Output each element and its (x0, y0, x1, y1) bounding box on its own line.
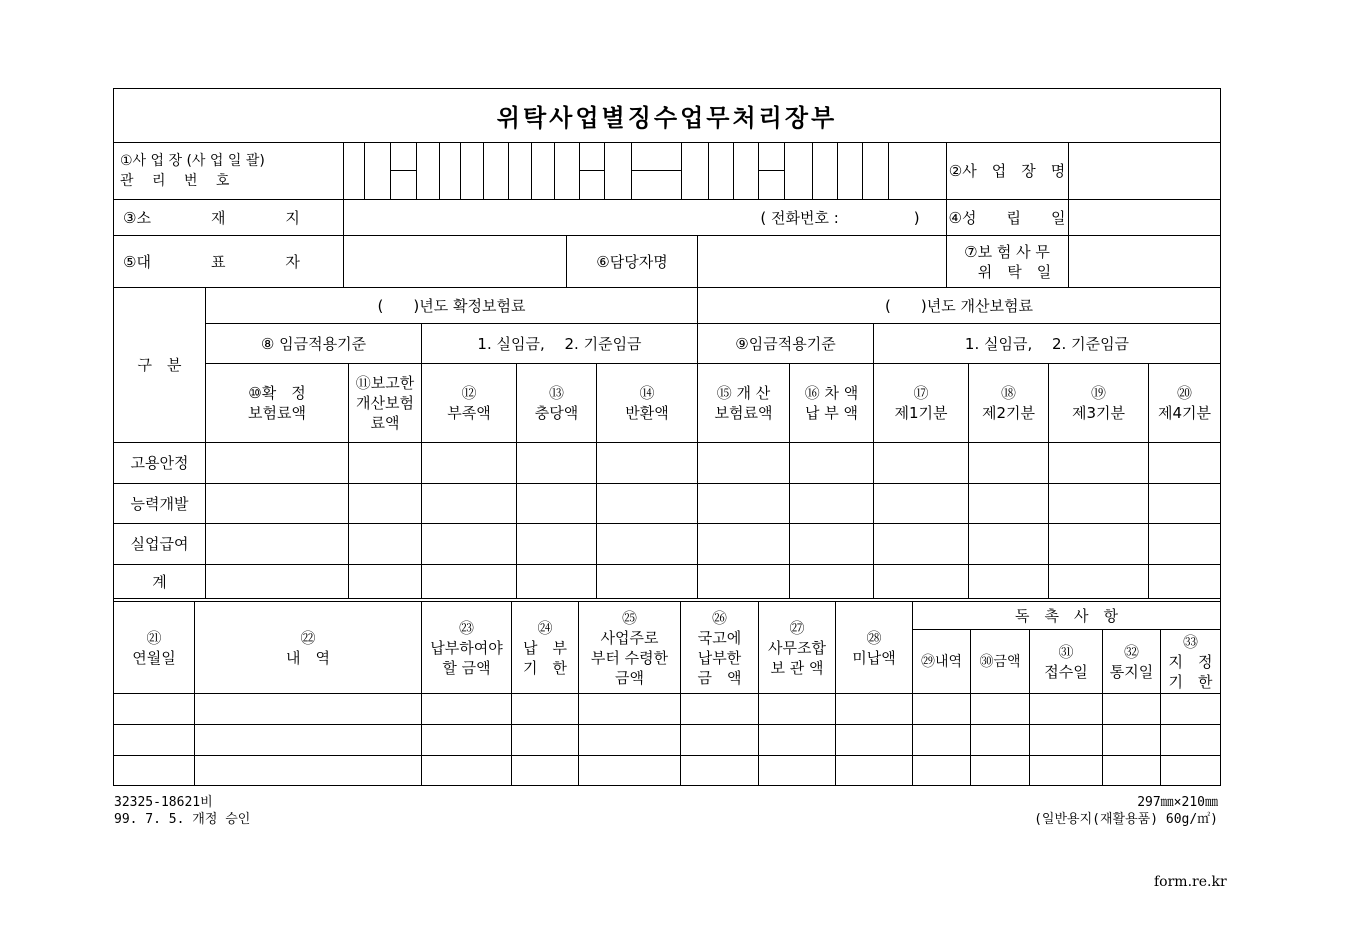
col-paid-to-treasury: ㉖ 국고에 납부한 금 액 (697, 608, 742, 687)
paper-type: (일반용지(재활용품) 60g/㎡) (1034, 812, 1218, 827)
confirmed-premium-header: ( )년도 확정보험료 (377, 296, 526, 315)
business-name-label: ②사 업 장 명 (948, 162, 1066, 180)
site-watermark: form.re.kr (1154, 874, 1227, 890)
demand-header: 독 촉 사 항 (1015, 606, 1118, 625)
col-installment-2: ⑱ 제2기분 (981, 384, 1035, 422)
wage-options-9: 1. 실임금, 2. 기준임금 (964, 334, 1130, 353)
col-reported-estimate: ⑪보고한 개산보험 료액 (355, 374, 415, 432)
paper-size: 297㎜×210㎜ (1137, 795, 1218, 810)
wage-basis-8-label: ⑧ 임금적용기준 (260, 334, 367, 353)
col-designated-deadline: ㉝ 지 정 기 한 (1168, 632, 1213, 691)
col-receipt-date: ㉛ 접수일 (1044, 642, 1088, 681)
mgmt-number-label: ①사 업 장 (사 업 일 괄) 관 리 번 호 (120, 153, 265, 189)
representative-label: ⑤대 표 자 (123, 252, 300, 271)
col-refund: ⑭ 반환액 (625, 384, 669, 422)
col-confirmed-premium: ⑩확 정 보험료액 (248, 384, 306, 422)
col-installment-4: ⑳ 제4기분 (1157, 384, 1211, 422)
col-received-from-employer: ㉕ 사업주로 부터 수령한 금액 (590, 608, 669, 687)
col-shortfall: ⑫ 부족액 (447, 384, 491, 422)
col-unpaid: ㉘ 미납액 (852, 628, 896, 667)
form-code: 32325-18621비 (114, 795, 213, 810)
address-label: ③소 재 지 (123, 208, 300, 227)
established-date-label: ④성 립 일 (948, 208, 1066, 227)
wage-basis-9-label: ⑨임금적용기준 (735, 334, 836, 353)
col-demand-amount: ㉚금액 (979, 653, 1021, 670)
category-label: 구 분 (137, 356, 182, 374)
col-demand-details: ㉙내역 (920, 653, 963, 670)
col-estimated-premium: ⑮ 개 산 보험료액 (714, 384, 773, 422)
col-details: ㉒ 내 역 (286, 628, 330, 667)
insurance-entrust-date-label: ⑦보 험 사 무 위 탁 일 (964, 242, 1052, 281)
col-notice-date: ㉜ 통지일 (1109, 642, 1154, 681)
row-employment-stability: 고용안정 (130, 454, 189, 472)
row-skill-development: 능력개발 (130, 494, 189, 513)
col-office-union-held: ㉗ 사무조합 보 관 액 (768, 618, 826, 677)
approval-date: 99. 7. 5. 개정 승인 (114, 812, 251, 827)
col-installment-1: ⑰ 제1기분 (894, 384, 948, 422)
col-amount-due: ㉓ 납부하여야 할 금액 (430, 618, 503, 677)
manager-name-label: ⑥담당자명 (596, 252, 668, 271)
phone-label: ( 전화번호 : ) (760, 208, 920, 227)
col-installment-3: ⑲ 제3기분 (1071, 384, 1125, 422)
col-allocation: ⑬ 충당액 (534, 384, 579, 422)
col-date: ㉑ 연월일 (132, 628, 176, 667)
wage-options-8: 1. 실임금, 2. 기준임금 (477, 334, 642, 353)
row-unemployment-benefit: 실업급여 (130, 535, 189, 553)
col-payment-deadline: ㉔ 납 부 기 한 (523, 618, 567, 677)
row-total: 계 (152, 572, 167, 591)
estimated-premium-header: ( )년도 개산보험료 (885, 296, 1033, 315)
form-title: 위탁사업별징수업무처리장부 (496, 104, 838, 132)
col-difference-paid: ⑯ 차 액 납 부 액 (804, 384, 859, 422)
